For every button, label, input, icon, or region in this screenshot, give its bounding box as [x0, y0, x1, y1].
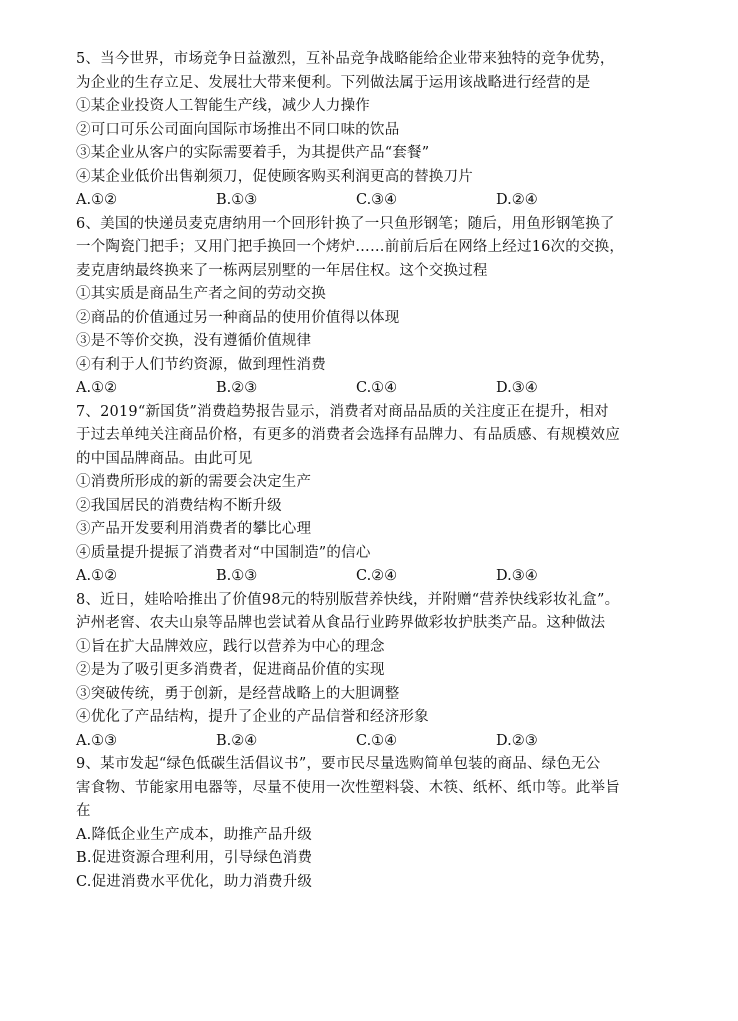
question-stem-line: 害食物、节能家用电器等，尽量不使用一次性塑料袋、木筷、纸杯、纸巾等。此举旨: [76, 779, 620, 796]
statement-item: ②我国居民的消费结构不断升级: [76, 497, 282, 514]
question-stem-line: 7、2019“新国货”消费趋势报告显示，消费者对商品品质的关注度正在提升，相对: [76, 403, 609, 420]
option-b: B.②③: [216, 380, 258, 396]
question-stem-line: 8、近日，娃哈哈推出了价值98元的特别版营养快线，并附赠“营养快线彩妆礼盒”。: [76, 591, 620, 608]
question-stem-line: 为企业的生存立足、发展壮大带来便利。下列做法属于运用该战略进行经营的是: [76, 74, 591, 91]
statement-item: ③是不等价交换，没有遵循价值规律: [76, 333, 312, 349]
option-b: B.①③: [216, 568, 258, 584]
answer-options: [76, 730, 696, 754]
option-d: D.②④: [496, 192, 538, 208]
option-b: B.②④: [216, 732, 258, 749]
choice-option: A.降低企业生产成本，助推产品升级: [76, 826, 312, 843]
question-7: [76, 401, 696, 589]
option-d: D.③④: [496, 380, 538, 396]
question-stem-line: 在: [76, 803, 91, 819]
question-6: [76, 213, 696, 401]
question-stem-line: 泸州老窖、农夫山泉等品牌也尝试着从食品行业跨界做彩妆护肤类产品。这种做法: [76, 615, 606, 631]
answer-options: [76, 189, 696, 213]
option-c: C.①④: [356, 380, 398, 396]
statement-item: ④质量提升提振了消费者对“中国制造”的信心: [76, 544, 371, 561]
option-c: C.②④: [356, 568, 398, 584]
question-stem-line: 5、当今世界，市场竞争日益激烈，互补品竞争战略能给企业带来独特的竞争优势，: [76, 51, 615, 67]
statement-item: ①某企业投资人工智能生产线，减少人力操作: [76, 98, 370, 114]
statement-item: ②可口可乐公司面向国际市场推出不同口味的饮品: [76, 121, 400, 138]
option-c: C.①④: [356, 732, 398, 749]
question-stem-line: 麦克唐纳最终换来了一栋两层别墅的一年居住权。这个交换过程: [76, 262, 488, 279]
question-stem-line: 于过去单纯关注商品价格，有更多的消费者会选择有品牌力、有品质感、有规模效应: [76, 427, 620, 443]
answer-options: [76, 565, 696, 589]
option-a: A.①②: [76, 380, 118, 396]
option-a: A.①③: [76, 732, 118, 749]
statement-item: ④某企业低价出售剃须刀，促使顾客购买利润更高的替换刀片: [76, 168, 473, 185]
statement-item: ①消费所形成的新的需要会决定生产: [76, 474, 312, 490]
statement-item: ④有利于人们节约资源，做到理性消费: [76, 356, 326, 373]
option-a: A.①②: [76, 192, 118, 208]
statement-item: ②是为了吸引更多消费者，促进商品价值的实现: [76, 662, 385, 678]
question-stem-line: 9、某市发起“绿色低碳生活倡议书”，要市民尽量选购简单包装的商品、绿色无公: [76, 756, 601, 772]
option-d: D.②③: [496, 732, 538, 749]
statement-item: ①其实质是商品生产者之间的劳动交换: [76, 286, 326, 302]
option-a: A.①②: [76, 568, 118, 584]
statement-item: ③产品开发要利用消费者的攀比心理: [76, 521, 312, 537]
statement-item: ②商品的价值通过另一种商品的使用价值得以体现: [76, 309, 400, 326]
question-stem-line: 一个陶瓷门把手；又用门把手换回一个烤炉……前前后后在网络上经过16次的交换，: [76, 239, 625, 255]
exam-page: [76, 48, 696, 894]
question-stem-line: 的中国品牌商品。由此可见: [76, 450, 253, 467]
choice-option: C.促进消费水平优化，助力消费升级: [76, 873, 313, 890]
choice-option: B.促进资源合理利用，引导绿色消费: [76, 850, 313, 866]
option-b: B.①③: [216, 192, 258, 208]
answer-options: [76, 377, 696, 401]
option-d: D.③④: [496, 568, 538, 584]
question-stem-line: 6、美国的快递员麦克唐纳用一个回形针换了一只鱼形钢笔；随后，用鱼形钢笔换了: [76, 215, 615, 232]
statement-item: ③突破传统，勇于创新，是经营战略上的大胆调整: [76, 685, 400, 702]
question-9: [76, 753, 696, 894]
option-c: C.③④: [356, 192, 398, 208]
question-5: [76, 48, 696, 213]
statement-item: ③某企业从客户的实际需要着手，为其提供产品“套餐”: [76, 145, 430, 161]
statement-item: ①旨在扩大品牌效应，践行以营养为中心的理念: [76, 638, 385, 655]
question-8: [76, 589, 696, 754]
statement-item: ④优化了产品结构，提升了企业的产品信誉和经济形象: [76, 709, 429, 725]
